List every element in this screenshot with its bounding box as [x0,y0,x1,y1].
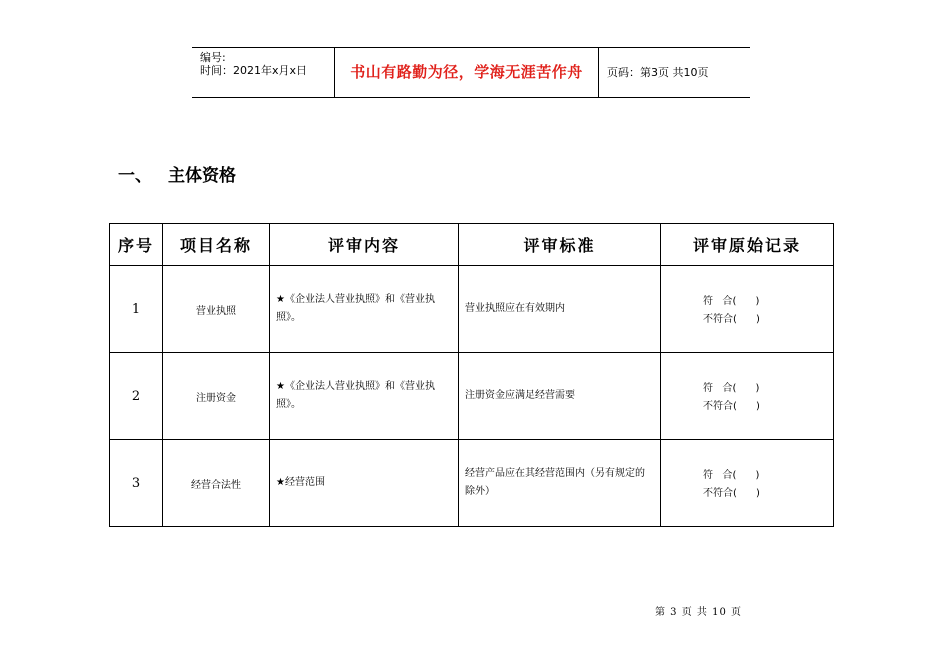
row-standard: 营业执照应在有效期内 [459,266,661,353]
section-index: 一、 [118,166,152,186]
header-review-standard: 评审标准 [459,224,661,266]
table-header-row [110,224,834,266]
table-row [110,353,834,440]
row-record [661,440,834,527]
header-page-info: 页码：第3页 共10页 [607,66,709,79]
page-footer: 第 3 页 共 10 页 [655,607,742,618]
header-item-name: 项目名称 [163,224,270,266]
section-heading [118,161,236,186]
section-title: 主体资格 [168,166,236,186]
review-table [109,223,834,527]
row-standard: 注册资金应满足经营需要 [459,353,661,440]
header-meta-cell [192,48,335,97]
row-item-name: 注册资金 [163,353,270,440]
record-conform: 符 合( ) [703,383,760,394]
row-record [661,353,834,440]
row-content: ★《企业法人营业执照》和《营业执照》。 [270,266,459,353]
record-conform: 符 合( ) [703,470,760,481]
table-row [110,440,834,527]
document-number-label: 编号: [200,51,226,64]
header-motto-cell [335,48,599,97]
header-motto: 书山有路勤为径，学海无涯苦作舟 [350,63,583,81]
row-seq: 1 [110,266,163,353]
header-seq: 序号 [110,224,163,266]
record-conform: 符 合( ) [703,296,760,307]
row-item-name: 经营合法性 [163,440,270,527]
record-nonconform: 不符合( ) [703,314,760,325]
header-review-content: 评审内容 [270,224,459,266]
record-nonconform: 不符合( ) [703,488,760,499]
row-seq: 2 [110,353,163,440]
row-item-name: 营业执照 [163,266,270,353]
row-record [661,266,834,353]
record-nonconform: 不符合( ) [703,401,760,412]
document-time-label: 时间：2021年x月x日 [200,64,308,77]
header-review-record: 评审原始记录 [661,224,834,266]
table-row [110,266,834,353]
header-page-cell [599,48,750,97]
row-seq: 3 [110,440,163,527]
row-content: ★《企业法人营业执照》和《营业执照》。 [270,353,459,440]
row-standard: 经营产品应在其经营范围内（另有规定的除外） [459,440,661,527]
page-header [192,47,750,98]
row-content: ★经营范围 [270,440,459,527]
